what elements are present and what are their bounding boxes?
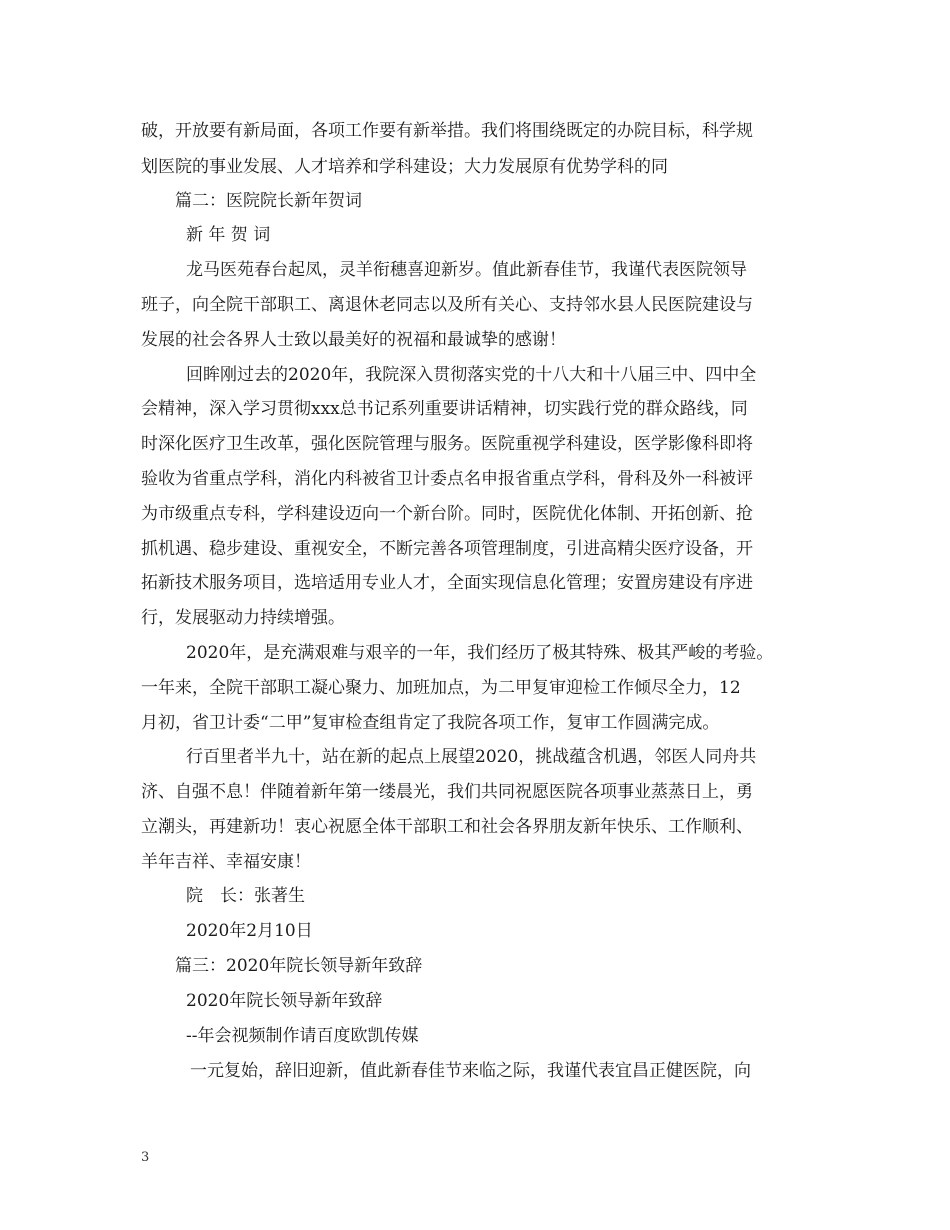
text-line: 为市级重点专科，学科建设迈向一个新台阶。同时，医院优化体制、开拓创新、抢: [141, 504, 753, 524]
text-line: 一元复始，辞旧迎新，值此新春佳节来临之际，我谨代表宜昌正健医院，向: [190, 1061, 751, 1081]
section-heading: 篇二：医院院长新年贺词: [175, 191, 362, 211]
text-line: 破，开放要有新局面，各项工作要有新举措。我们将围绕既定的办院目标，科学规: [141, 121, 753, 141]
date-line: 2020年2月10日: [186, 921, 313, 941]
text-line: 行，发展驱动力持续增强。: [141, 608, 345, 628]
text-line: 抓机遇、稳步建设、重视安全，不断完善各项管理制度，引进高精尖医疗设备，开: [141, 539, 753, 559]
signature-line: 院 长：张著生: [186, 886, 305, 906]
text-line: 羊年吉祥、幸福安康！: [141, 852, 311, 872]
text-line: 拓新技术服务项目，选培适用专业人才，全面实现信息化管理；安置房建设有序进: [141, 573, 753, 593]
text-line: 会精神，深入学习贯彻xxx总书记系列重要讲话精神，切实践行党的群众路线，同: [141, 399, 748, 419]
article-title: 2020年院长领导新年致辞: [186, 991, 383, 1011]
text-line: 立潮头，再建新功！衷心祝愿全体干部职工和社会各界朋友新年快乐、工作顺利、: [141, 817, 753, 837]
text-line: 2020年，是充满艰难与艰辛的一年，我们经历了极其特殊、极其严峻的考验。: [186, 643, 774, 663]
text-line: 月初，省卫计委“二甲”复审检查组肯定了我院各项工作，复审工作圆满完成。: [141, 713, 720, 733]
text-line: 行百里者半九十，站在新的起点上展望2020，挑战蕴含机遇，邻医人同舟共: [186, 747, 757, 767]
text-line: 龙马医苑春台起凤，灵羊衔穗喜迎新岁。值此新春佳节，我谨代表医院领导: [186, 260, 747, 280]
section-heading: 篇三：2020年院长领导新年致辞: [175, 956, 423, 976]
text-line: 济、自强不息！伴随着新年第一缕晨光，我们共同祝愿医院各项事业蒸蒸日上，勇: [141, 782, 753, 802]
text-line: 划医院的事业发展、人才培养和学科建设；大力发展原有优势学科的同: [141, 157, 668, 177]
text-line: 一年来，全院干部职工凝心聚力、加班加点，为二甲复审迎检工作倾尽全力，12: [141, 678, 741, 698]
text-line: 班子，向全院干部职工、离退休老同志以及所有关心、支持邻水县人民医院建设与: [141, 295, 753, 315]
text-line: 时深化医疗卫生改革，强化医院管理与服务。医院重视学科建设，医学影像科即将: [141, 434, 753, 454]
article-title: 新 年 贺 词: [186, 225, 271, 245]
text-line: 发展的社会各界人士致以最美好的祝福和最诚挚的感谢！: [141, 330, 566, 350]
page-number: 3: [141, 1150, 150, 1165]
text-line: 回眸刚过去的2020年，我院深入贯彻落实党的十八大和十八届三中、四中全: [186, 365, 757, 385]
subtitle-line: --年会视频制作请百度欧凯传媒: [186, 1026, 419, 1046]
text-line: 验收为省重点学科，消化内科被省卫计委点名申报省重点学科，骨科及外一科被评: [141, 469, 753, 489]
